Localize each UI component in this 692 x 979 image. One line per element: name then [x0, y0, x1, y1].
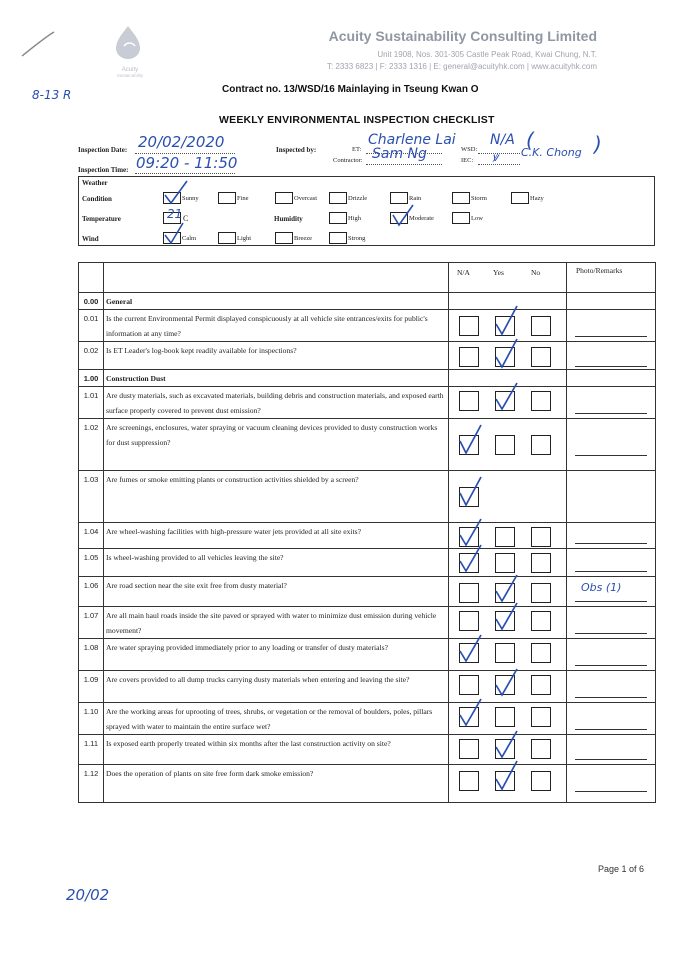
answer-cell	[449, 419, 567, 471]
remarks-cell	[567, 549, 656, 577]
answer-cell	[449, 342, 567, 370]
no-column-header: No	[531, 268, 541, 277]
checklist-title: WEEKLY ENVIRONMENTAL INSPECTION CHECKLIST	[219, 114, 495, 126]
condition-storm-label: Storm	[471, 195, 487, 202]
et-label: ET:	[352, 146, 362, 153]
yes-checkmark-icon	[493, 759, 521, 793]
na-checkmark-icon	[457, 633, 485, 665]
item-number: 1.02	[79, 419, 104, 471]
yes-checkbox[interactable]	[495, 643, 515, 663]
condition-label: Condition	[82, 195, 112, 203]
condition-hazy-label: Hazy	[530, 195, 544, 202]
item-question: Are dusty materials, such as excavated materials, building debris and construction materials, and exposed earth surface properly covered to prevent dust emission?	[104, 387, 449, 419]
yes-checkbox[interactable]	[495, 435, 515, 455]
condition-overcast-label: Overcast	[294, 195, 318, 202]
moderate-checkmark-icon	[389, 203, 419, 229]
no-checkbox[interactable]	[531, 316, 551, 336]
pen-stroke-mark	[18, 28, 58, 60]
item-number: 1.10	[79, 703, 104, 735]
item-question: Is wheel-washing provided to all vehicles leaving the site?	[104, 549, 449, 577]
condition-sunny-label: Sunny	[182, 195, 199, 202]
no-checkbox[interactable]	[531, 611, 551, 631]
wind-breeze-label: Breeze	[294, 235, 313, 242]
remarks-cell	[567, 342, 656, 370]
yes-column-header: Yes	[493, 268, 504, 277]
logo-subtext: Sustainability	[116, 73, 144, 78]
yes-checkmark-icon	[493, 667, 521, 699]
header-question-cell	[104, 263, 449, 293]
no-checkbox[interactable]	[531, 583, 551, 603]
item-number: 1.11	[79, 735, 104, 765]
no-checkbox[interactable]	[531, 707, 551, 727]
section-title: Construction Dust	[104, 370, 449, 387]
table-row	[79, 703, 656, 735]
table-row	[79, 549, 656, 577]
remarks-line	[575, 455, 647, 456]
iec-value: C.K. Chong	[521, 146, 582, 159]
wind-light-label: Light	[237, 235, 252, 242]
item-question: Are all main haul roads inside the site paved or sprayed with water to minimize dust emission during vehicle movement?	[104, 607, 449, 639]
yes-checkmark-icon	[493, 304, 521, 340]
na-checkbox[interactable]	[459, 583, 479, 603]
table-row	[79, 471, 656, 523]
wsd-value: N/A	[490, 132, 515, 148]
et-value: Charlene Lai	[368, 132, 456, 148]
weather-label: Weather	[82, 179, 108, 187]
yes-checkmark-icon	[493, 337, 521, 371]
remarks-cell	[567, 471, 656, 523]
item-number: 0.01	[79, 310, 104, 342]
yes-checkmark-icon	[493, 601, 521, 633]
table-row	[79, 523, 656, 549]
no-checkbox[interactable]	[531, 675, 551, 695]
item-number: 1.06	[79, 577, 104, 607]
item-question: Are water spraying provided immediately prior to any loading or transfer of dusty materials?	[104, 639, 449, 671]
remarks-cell	[567, 607, 656, 639]
na-checkbox[interactable]	[459, 391, 479, 411]
condition-drizzle-checkbox[interactable]	[329, 192, 347, 204]
condition-hazy-checkbox[interactable]	[511, 192, 529, 204]
item-question: Are covers provided to all dump trucks carrying dusty materials when entering and leaving the site?	[104, 671, 449, 703]
no-checkbox[interactable]	[531, 643, 551, 663]
remarks-line	[575, 601, 647, 602]
remarks-cell	[567, 671, 656, 703]
iec-label: IEC:	[461, 157, 474, 164]
company-contact: T: 2333 6823 | F: 2333 1316 | E: general@acuityhk.com | www.acuityhk.com	[326, 62, 597, 71]
section-row	[79, 370, 656, 387]
wsd-label: WSD:	[461, 146, 478, 153]
humidity-high-checkbox[interactable]	[329, 212, 347, 224]
table-header-row	[79, 263, 656, 293]
yes-checkbox[interactable]	[495, 553, 515, 573]
inspection-time-value: 09:20 - 11:50	[136, 154, 238, 172]
table-row	[79, 419, 656, 471]
humidity-low-label: Low	[471, 215, 483, 222]
remarks-cell	[567, 639, 656, 671]
na-checkmark-icon	[457, 697, 485, 729]
item-number: 1.08	[79, 639, 104, 671]
table-row	[79, 387, 656, 419]
item-question: Are wheel-washing facilities with high-pressure water jets provided at all site exits?	[104, 523, 449, 549]
inspection-date-label: Inspection Date:	[78, 146, 128, 154]
na-checkbox[interactable]	[459, 347, 479, 367]
yes-checkbox[interactable]	[495, 527, 515, 547]
logo-drop-icon	[100, 22, 160, 62]
temperature-value: 21	[167, 207, 183, 221]
no-checkbox[interactable]	[531, 391, 551, 411]
yes-checkbox[interactable]	[495, 707, 515, 727]
na-checkmark-icon	[457, 543, 485, 575]
item-number: 1.12	[79, 765, 104, 803]
item-question: Is ET Leader's log-book kept readily available for inspections?	[104, 342, 449, 370]
no-checkbox[interactable]	[531, 739, 551, 759]
company-address: Unit 1908, Nos. 301-305 Castle Peak Road, Kwai Chung, N.T.	[377, 50, 597, 59]
item-number: 1.09	[79, 671, 104, 703]
page-number: Page 1 of 6	[597, 864, 644, 874]
table-row	[79, 577, 656, 607]
wind-strong-label: Strong	[348, 235, 366, 242]
remarks-line	[575, 543, 647, 544]
yes-checkmark-icon	[493, 381, 521, 415]
no-checkbox[interactable]	[531, 435, 551, 455]
condition-storm-checkbox[interactable]	[452, 192, 470, 204]
remarks-cell	[567, 523, 656, 549]
remarks-cell	[567, 577, 656, 607]
temperature-unit: C	[183, 214, 189, 223]
handwritten-note-top: 8-13 R	[32, 88, 72, 102]
table-row	[79, 607, 656, 639]
table-row	[79, 765, 656, 803]
sunny-checkmark-icon	[161, 179, 191, 207]
humidity-low-checkbox[interactable]	[452, 212, 470, 224]
remarks-line	[575, 729, 647, 730]
no-checkbox[interactable]	[531, 553, 551, 573]
item-question: Are road section near the site exit free from dusty material?	[104, 577, 449, 607]
calm-checkmark-icon	[161, 221, 191, 247]
na-checkbox[interactable]	[459, 739, 479, 759]
condition-overcast-checkbox[interactable]	[275, 192, 293, 204]
remarks-line	[575, 366, 647, 367]
time-underline	[135, 173, 235, 175]
weather-panel	[78, 176, 655, 246]
inspection-checklist-table	[78, 262, 656, 803]
company-logo	[100, 22, 160, 77]
condition-rain-label: Rain	[409, 195, 422, 202]
item-question: Are the working areas for uprooting of trees, shrubs, or vegetation or the removal of boulders, poles, pillars sprayed with water to maintain the entire surface wet?	[104, 703, 449, 735]
item-number: 0.02	[79, 342, 104, 370]
remarks-line	[575, 633, 647, 634]
condition-fine-label: Fine	[237, 195, 249, 202]
remarks-column-header: Photo/Remarks	[576, 266, 623, 275]
inspection-date-value: 20/02/2020	[138, 133, 225, 151]
item-number: 1.03	[79, 471, 104, 523]
wind-breeze-checkbox[interactable]	[275, 232, 293, 244]
remarks-cell	[567, 703, 656, 735]
remarks-line	[575, 759, 647, 760]
answer-cell	[449, 471, 567, 523]
na-checkbox[interactable]	[459, 675, 479, 695]
answer-cell	[449, 639, 567, 671]
humidity-high-label: High	[348, 215, 361, 222]
wsd-bracket-close: )	[594, 132, 602, 156]
handwritten-note-bottom: 20/02	[66, 886, 110, 904]
na-checkmark-icon	[457, 475, 485, 509]
remarks-line	[575, 697, 647, 698]
header-answer-cell	[449, 263, 567, 293]
na-checkbox[interactable]	[459, 316, 479, 336]
remarks-line	[575, 336, 647, 337]
answer-cell	[449, 765, 567, 803]
condition-fine-checkbox[interactable]	[218, 192, 236, 204]
item-question: Are screenings, enclosures, water spraying or vacuum cleaning devices provided to dusty construction works for dust suppression?	[104, 419, 449, 471]
section-title: General	[104, 293, 449, 310]
remark-handwritten: Obs (1)	[581, 581, 622, 594]
logo-text: Acuity	[121, 67, 139, 73]
inspection-time-label: Inspection Time:	[78, 166, 129, 174]
wind-label: Wind	[82, 235, 99, 243]
wsd-bracket-open: (	[526, 128, 534, 152]
table-row	[79, 735, 656, 765]
humidity-moderate-label: Moderate	[409, 215, 434, 222]
item-number: 1.04	[79, 523, 104, 549]
yes-checkmark-icon	[493, 729, 521, 761]
table-row	[79, 310, 656, 342]
item-question: Are fumes or smoke emitting plants or construction activities shielded by a screen?	[104, 471, 449, 523]
item-question: Does the operation of plants on site free form dark smoke emission?	[104, 765, 449, 803]
contractor-label: Contractor:	[333, 157, 363, 164]
section-number: 0.00	[79, 293, 104, 310]
iec-ditto-mark: ꝟ	[492, 150, 499, 164]
remarks-line	[575, 791, 647, 792]
section-blank-cell	[567, 370, 656, 387]
table-row	[79, 342, 656, 370]
remarks-line	[575, 665, 647, 666]
item-number: 1.05	[79, 549, 104, 577]
item-question: Is the current Environmental Permit displayed conspicuously at all vehicle site entrances/exits for public's information at any time?	[104, 310, 449, 342]
remarks-cell	[567, 765, 656, 803]
no-checkbox[interactable]	[531, 527, 551, 547]
item-number: 1.01	[79, 387, 104, 419]
item-question: Is exposed earth properly treated within six months after the last construction activity on site?	[104, 735, 449, 765]
remarks-line	[575, 571, 647, 572]
remarks-cell	[567, 387, 656, 419]
answer-cell	[449, 387, 567, 419]
table-row	[79, 639, 656, 671]
na-checkbox[interactable]	[459, 611, 479, 631]
header-remarks-cell	[567, 263, 656, 293]
header-num-cell	[79, 263, 104, 293]
contractor-underline	[366, 164, 442, 165]
item-number: 1.07	[79, 607, 104, 639]
wind-calm-label: Calm	[182, 235, 197, 242]
table-row	[79, 671, 656, 703]
iec-underline	[478, 164, 520, 165]
na-checkmark-icon	[457, 423, 485, 457]
no-checkbox[interactable]	[531, 347, 551, 367]
section-blank-cell	[567, 293, 656, 310]
wind-strong-checkbox[interactable]	[329, 232, 347, 244]
wsd-underline	[478, 153, 520, 154]
temperature-label: Temperature	[82, 215, 121, 223]
no-checkbox[interactable]	[531, 771, 551, 791]
remarks-cell	[567, 310, 656, 342]
company-name: Acuity Sustainability Consulting Limited	[328, 28, 597, 44]
remarks-cell	[567, 735, 656, 765]
na-checkbox[interactable]	[459, 771, 479, 791]
inspected-by-label: Inspected by:	[276, 146, 317, 154]
section-number: 1.00	[79, 370, 104, 387]
contract-title: Contract no. 13/WSD/16 Mainlaying in Tseung Kwan O	[222, 84, 479, 95]
section-row	[79, 293, 656, 310]
remarks-line	[575, 413, 647, 414]
humidity-label: Humidity	[274, 215, 303, 223]
contractor-value: Sam Ng	[372, 146, 427, 162]
wind-light-checkbox[interactable]	[218, 232, 236, 244]
remarks-cell	[567, 419, 656, 471]
na-column-header: N/A	[457, 268, 470, 277]
condition-drizzle-label: Drizzle	[348, 195, 368, 202]
